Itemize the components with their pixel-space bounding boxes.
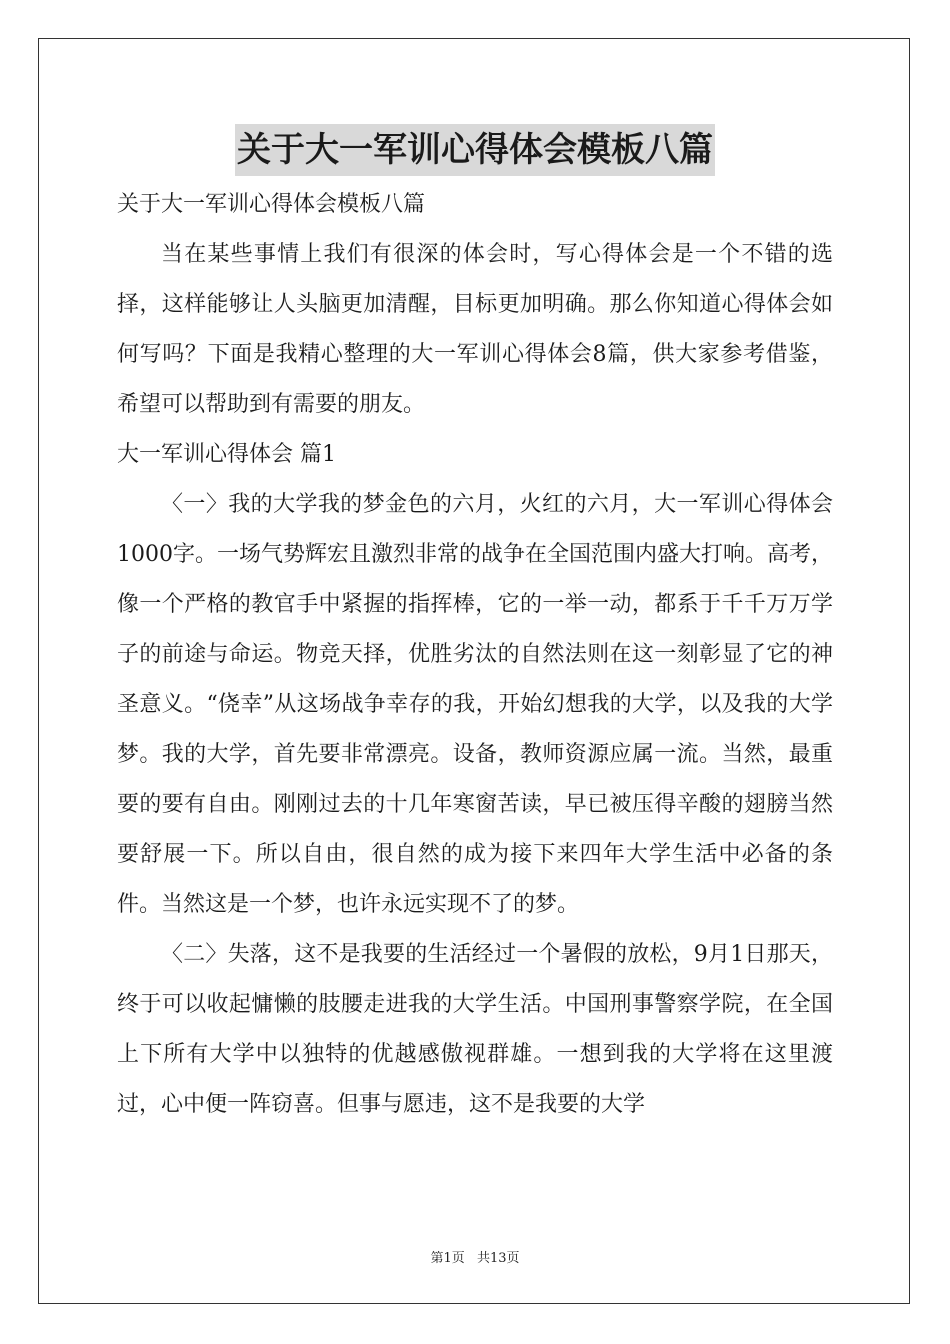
section-heading: 大一军训心得体会 篇1	[117, 442, 336, 467]
intro-paragraph: 当在某些事情上我们有很深的体会时，写心得体会是一个不错的选择，这样能够让人头脑更加清醒，目标更加明确。那么你知道心得体会如何写吗？下面是我精心整理的大一军训心得体会8篇，供大家参考借鉴，希望可以帮助到有需要的朋友。	[117, 242, 833, 417]
document-body	[117, 180, 833, 1130]
page-total: 共13页	[476, 1251, 520, 1266]
page-number: 第1页	[430, 1251, 465, 1266]
document-title: 关于大一军训心得体会模板八篇	[235, 124, 715, 176]
page-footer	[0, 1247, 950, 1266]
body-paragraph-2: 〈二〉失落，这不是我要的生活经过一个暑假的放松，9月1日那天，终于可以收起慵懒的肢腰走进我的大学生活。中国刑事警察学院，在全国上下所有大学中以独特的优越感傲视群雄。一想到我的大学将在这里渡过，心中便一阵窃喜。但事与愿违，这不是我要的大学	[117, 942, 833, 1117]
title-container	[0, 124, 950, 176]
subtitle-line: 关于大一军训心得体会模板八篇	[117, 192, 426, 217]
body-paragraph-1: 〈一〉我的大学我的梦金色的六月，火红的六月，大一军训心得体会1000字。一场气势辉宏且激烈非常的战争在全国范围内盛大打响。高考，像一个严格的教官手中紧握的指挥棒，它的一举一动，都系于千千万万学子的前途与命运。物竞天择，优胜劣汰的自然法则在这一刻彰显了它的神圣意义。“侥幸”从这场战争幸存的我，开始幻想我的大学，以及我的大学梦。我的大学，首先要非常漂亮。设备，教师资源应属一流。当然，最重要的要有自由。刚刚过去的十几年寒窗苦读，早已被压得辛酸的翅膀当然要舒展一下。所以自由，很自然的成为接下来四年大学生活中必备的条件。当然这是一个梦，也许永远实现不了的梦。	[117, 492, 833, 917]
